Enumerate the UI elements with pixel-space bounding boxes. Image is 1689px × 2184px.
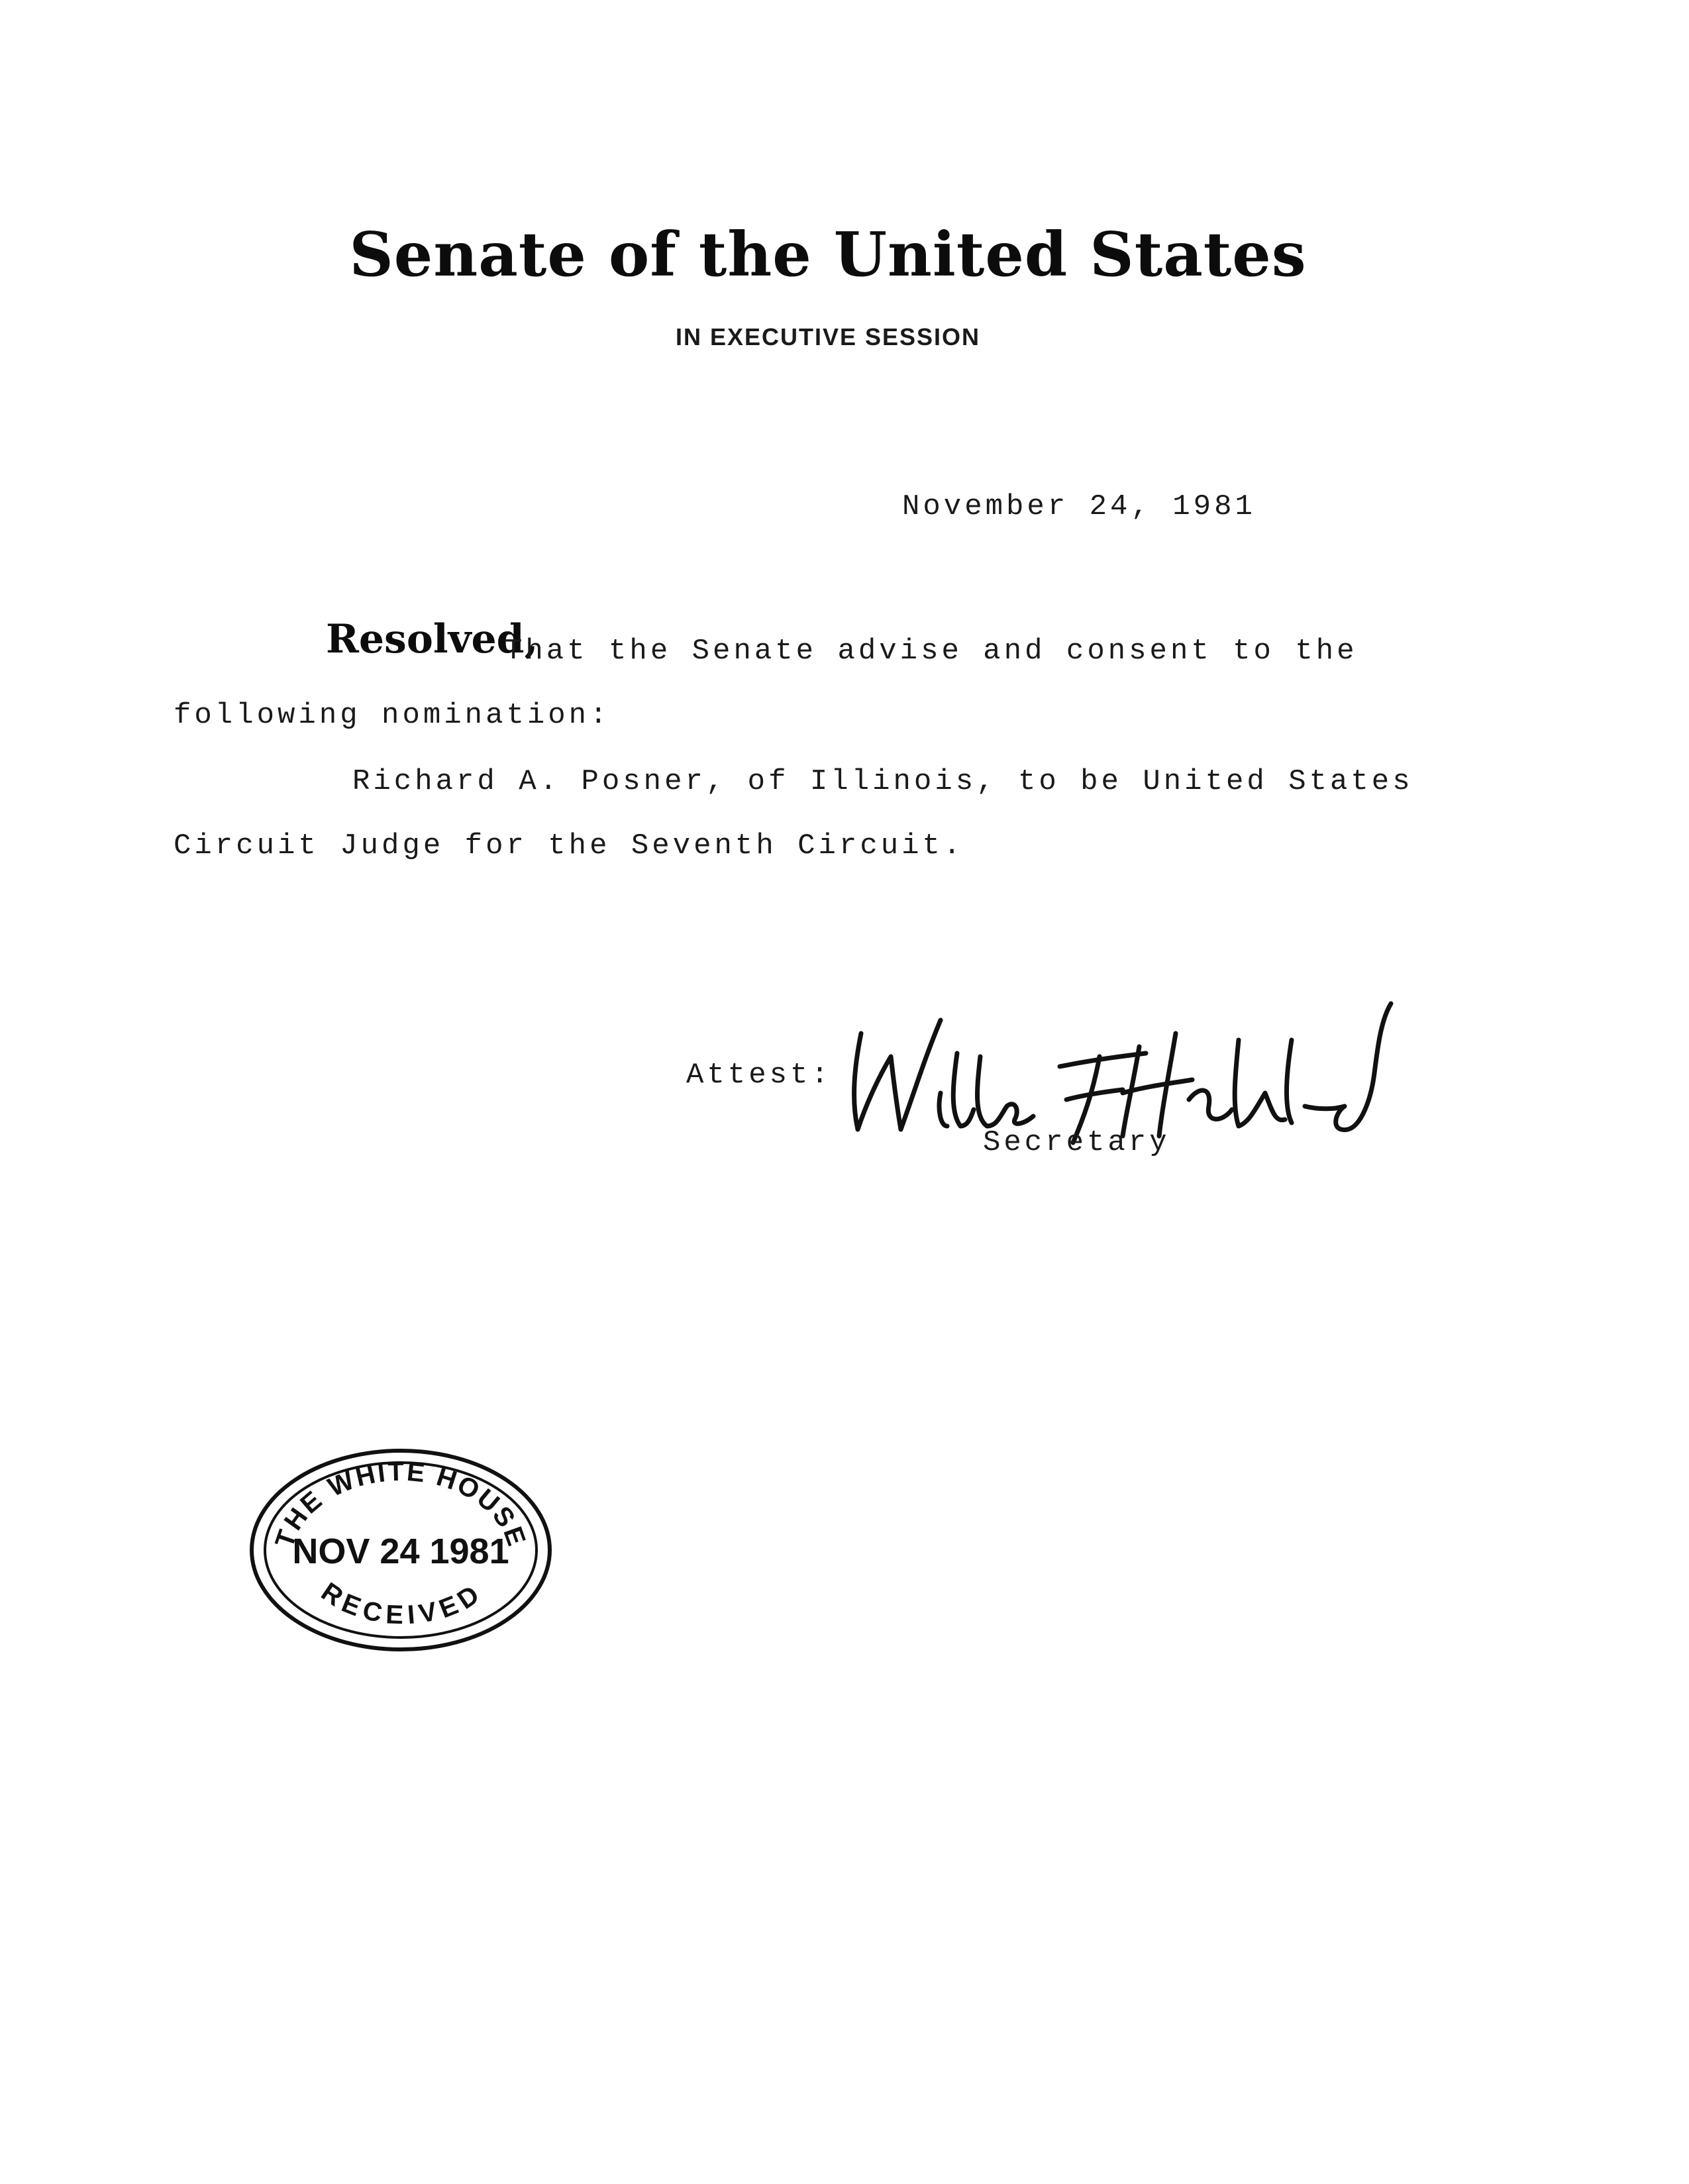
session-label: IN EXECUTIVE SESSION [675, 323, 981, 350]
secretary-signature [841, 994, 1398, 1146]
document-heading: Senate of the United States [349, 219, 1307, 290]
attest-label: Attest: [686, 1059, 832, 1092]
resolution-line-2: following nomination: [174, 699, 611, 732]
resolution-line-1: That the Senate advise and consent to the [505, 635, 1358, 668]
document-date: November 24, 1981 [902, 490, 1256, 523]
resolved-word: Resolved, [326, 616, 538, 662]
svg-text:RECEIVED [316, 1577, 489, 1630]
white-house-received-stamp [245, 1444, 556, 1656]
nomination-line-1: Richard A. Posner, of Illinois, to be United States [352, 765, 1413, 798]
stamp-date: NOV 24 1981 [292, 1532, 509, 1571]
nomination-line-2: Circuit Judge for the Seventh Circuit. [174, 829, 964, 862]
stamp-bottom-text: RECEIVED [316, 1577, 489, 1630]
stamp-top-text: THE WHITE HOUSE [270, 1457, 532, 1551]
secretary-label: Secretary [983, 1126, 1170, 1159]
